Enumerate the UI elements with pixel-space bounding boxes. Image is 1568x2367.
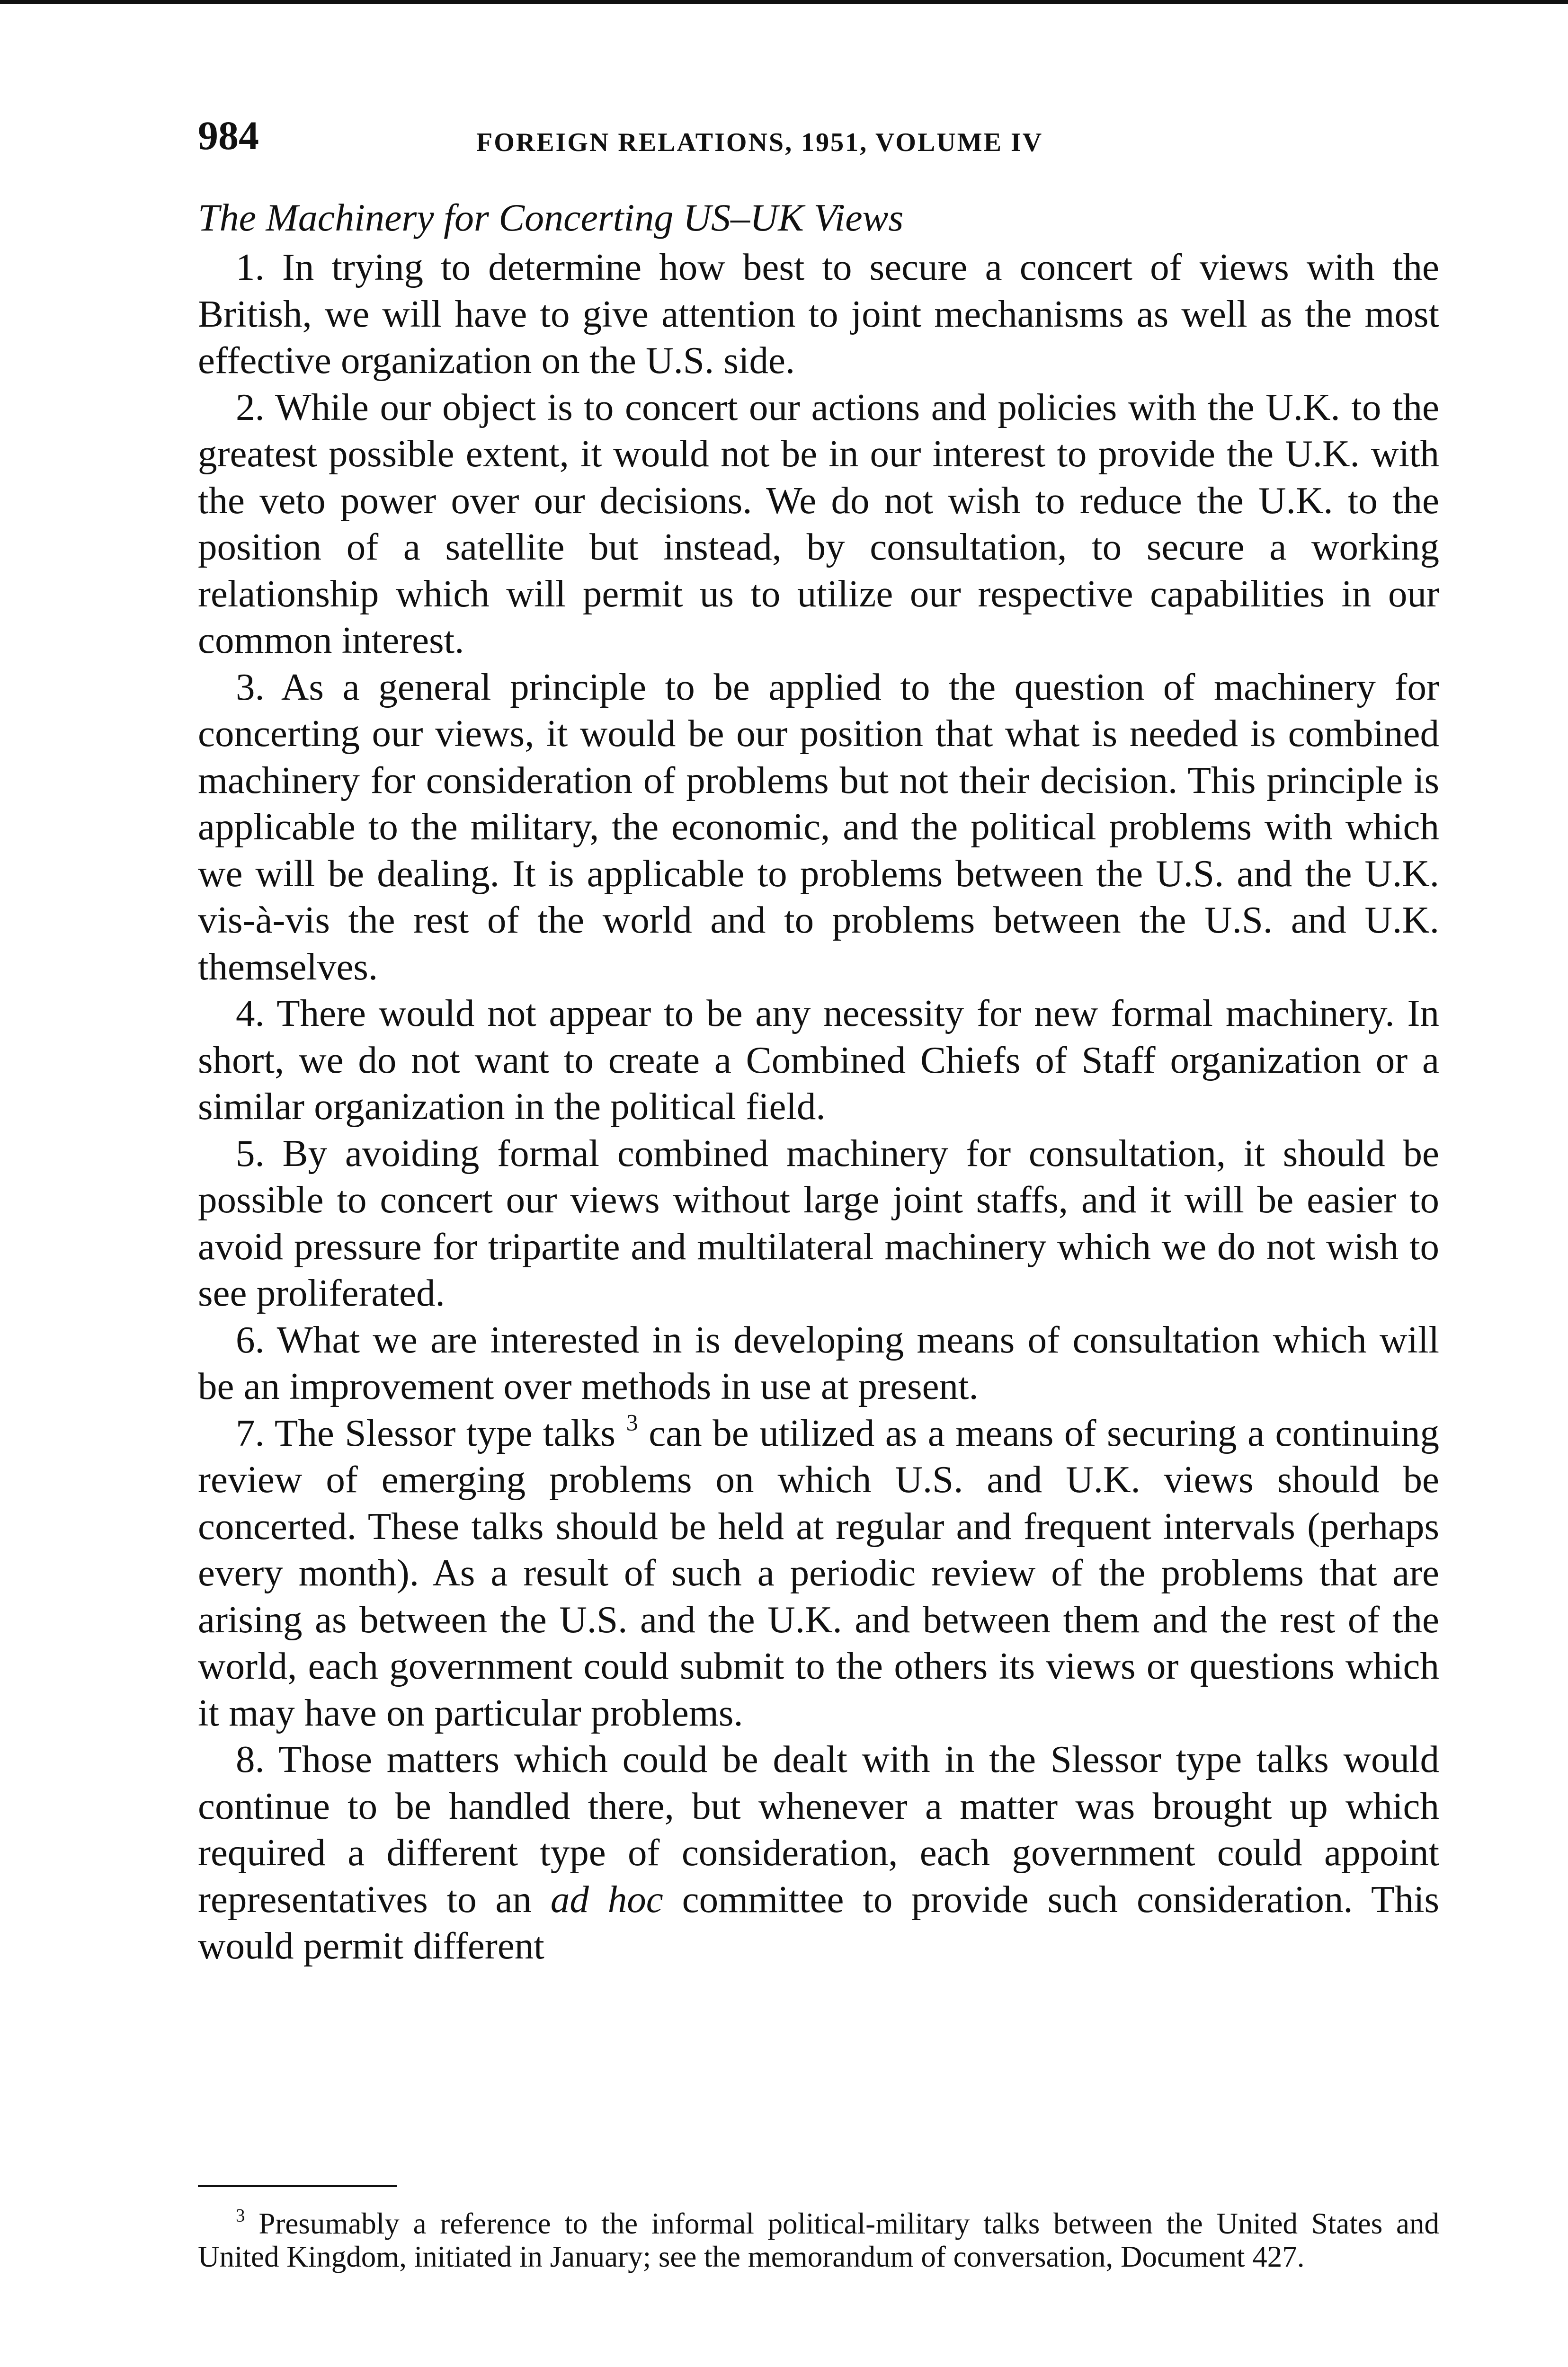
footnote-marker: 3 [236,2205,245,2226]
footnote-reference-3: 3 [626,1408,638,1435]
body-text [198,244,1439,1969]
paragraph-8-rest: committee to provide such consideration. This would permit different [198,1878,1439,1967]
paragraph-7-start: 7. The Slessor type talks [236,1411,616,1454]
ad-hoc-italic: ad hoc [550,1878,663,1921]
page-number: 984 [198,113,259,158]
paragraph-2: 2. While our object is to concert our actions and policies with the U.K. to the greatest possible extent, it would not be in our interest to provide the U.K. with the veto power over our decisions. We do not wish to reduce the U.K. to the position of a satellite but instead, by consultation, to secure a working relationship which will permit us to utilize our respective capabilities in our common interest. [198,385,1439,661]
paragraph-5: 5. By avoiding formal combined machinery for consultation, it should be possible to concert our views without large joint staffs, and it will be easier to avoid pressure for tripartite and multilateral machinery which we do not wish to see proliferated. [198,1131,1439,1314]
section-title: The Machinery for Concerting US–UK Views [198,196,904,239]
paragraph-3: 3. As a general principle to be applied to the question of machinery for concerting our views, it would be our position that what is needed is combined machinery for consideration of problems but not their decision. This principle is applicable to the military, the economic, and the political problems with which we will be dealing. It is applicable to problems between the U.S. and the U.K. vis-à-vis the rest of the world and to problems between the U.S. and U.K. themselves. [198,665,1439,988]
paragraph-8 [198,1736,1439,1969]
paragraph-1: 1. In trying to determine how best to secure a concert of views with the British, we will have to give attention to joint mechanisms as well as the most effective organization on the U.S. side. [198,246,1439,382]
footnote-separator [198,2185,397,2187]
top-border-line [0,0,1568,4]
footnote-text: Presumably a reference to the informal political-military talks between the United States and United Kingdom, initiated in January; see the memorandum of conversation, Document 427. [198,2207,1440,2273]
paragraph-6: 6. What we are interested in is developing means of consultation which will be an improvement over methods in use at present. [198,1318,1439,1407]
paragraph-7 [198,1410,1439,1736]
running-head: FOREIGN RELATIONS, 1951, VOLUME IV [476,128,1043,157]
page-header [198,112,1438,164]
paragraph-8-start: 8. Those matters which could be dealt with in the Slessor type talks would continue to be handled there, but whenever a matter was brought up which required a different type of consideration, each government could appoint representatives to an [198,1738,1439,1921]
footnote-3 [198,2207,1439,2273]
paragraph-7-rest: can be utilized as a means of securing a continuing review of emerging problems on which U.S. and U.K. views should be concerted. These talks should be held at regular and frequent intervals (perhaps every month). As a result of such a periodic review of the problems that are arising as between the U.S. and the U.K. and between them and the rest of the world, each government could submit to the others its views or questions which it may have on particular problems. [198,1411,1439,1734]
paragraph-4: 4. There would not appear to be any necessity for new formal machinery. In short, we do not want to create a Combined Chiefs of Staff organization or a similar organization in the political field. [198,992,1439,1128]
